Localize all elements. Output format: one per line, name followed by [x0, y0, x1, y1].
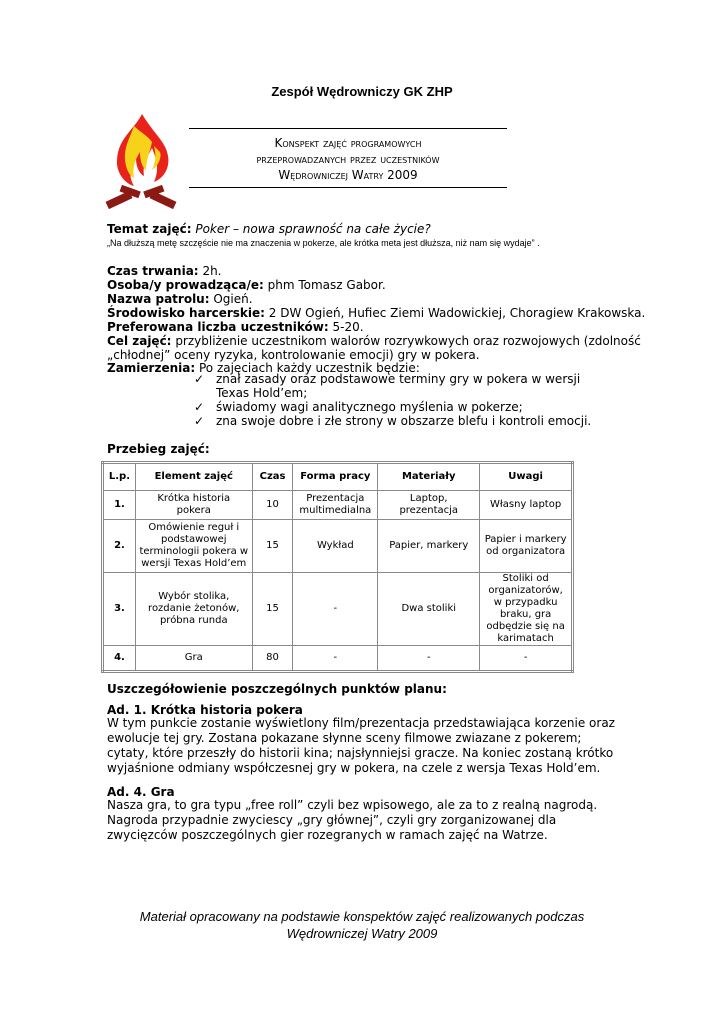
table-cell: -	[378, 646, 480, 672]
table-row	[103, 573, 573, 646]
objective-item: ✓ zna swoje dobre i złe strony w obszarze blefu i kontroli emocji.	[194, 414, 592, 428]
header-cell: Materiały	[378, 463, 480, 491]
checkmark-icon: ✓	[194, 400, 205, 414]
duration-value: 2h.	[202, 264, 222, 278]
campfire-logo-icon	[104, 112, 180, 212]
ad1-text: W tym punkcie zostanie wyświetlony film/prezentacja przedstawiająca korzenie oraz ewolucje tej gry. Zostana pokazane słynne sceny filmowe zwiazane z pokerem; cytaty, które przeszły do historii kina; najsłynniejsi gracze. Na koniec zostaną krótko wyjaśnione odmiany współczesnej gry w pokera, na czele z wersja Texas Hold’em.	[107, 716, 615, 775]
table-cell: 80	[252, 646, 293, 672]
plan-heading: Przebieg zajęć:	[107, 442, 210, 456]
footer-note	[0, 908, 724, 942]
title-rule-top	[189, 128, 507, 129]
plan-table	[101, 461, 574, 673]
title-line-2: przeprowadzanych przez uczestników	[256, 152, 440, 166]
table-row	[103, 520, 573, 573]
table-row	[103, 646, 573, 672]
environment-line	[107, 306, 645, 320]
table-cell: Laptop, prezentacja	[378, 491, 480, 520]
objectives-list	[194, 372, 616, 428]
participants-line	[107, 320, 364, 334]
table-cell: -	[293, 646, 378, 672]
ad4-title: Ad. 4. Gra	[107, 785, 175, 799]
objective-item: ✓ znał zasady oraz podstawowe terminy gry w pokera w wersji Texas Hold’em;	[194, 372, 581, 400]
ad4-text: Nasza gra, to gra typu „free roll” czyli bez wpisowego, ale za to z realną nagrodą. Nagroda przypadnie zwyciescy „gry głównej”, czyli gry zorganizowanej dla zwycięzców poszczególnych gier rozegranych w ramach zajęć na Watrze.	[107, 798, 598, 842]
topic-value: Poker – nowa sprawność na całe życie?	[195, 222, 431, 236]
checkmark-icon: ✓	[194, 372, 205, 386]
topic-quote: „Na dłuższą metę szczęście nie ma znaczenia w pokerze, ale krótka meta jest dłuższa, niż nam się wydaje” .	[107, 238, 540, 248]
table-row	[103, 491, 573, 520]
table-cell: Stoliki od organizatorów, w przypadku braku, gra odbędzie się na karimatach	[480, 573, 573, 646]
ad1-title: Ad. 1. Krótka historia pokera	[107, 703, 303, 717]
goal-line	[107, 334, 641, 348]
table-cell: 15	[252, 573, 293, 646]
intent-value: Po zajęciach każdy uczestnik będzie:	[198, 361, 420, 375]
patrol-line	[107, 292, 253, 306]
table-cell: Krótka historia pokera	[135, 491, 252, 520]
header-cell: L.p.	[103, 463, 136, 491]
table-cell: -	[293, 573, 378, 646]
table-header-row	[103, 463, 573, 491]
duration-line	[107, 264, 222, 278]
table-cell: -	[480, 646, 573, 672]
header-cell: Czas	[252, 463, 293, 491]
table-cell: Papier, markery	[378, 520, 480, 573]
leader-value: phm Tomasz Gabor.	[267, 278, 386, 292]
participants-label: Preferowana liczba uczestników:	[107, 320, 329, 334]
table-cell: Wykład	[293, 520, 378, 573]
objective-item: ✓ świadomy wagi analitycznego myślenia w pokerze;	[194, 400, 523, 414]
title-rule-bottom	[189, 187, 507, 188]
table-cell: Omówienie reguł i podstawowej terminologii pokera w wersji Texas Hold’em	[135, 520, 252, 573]
organization-header: Zespół Wędrowniczy GK ZHP	[271, 84, 453, 99]
title-line-3: Wędrowniczej Watry 2009	[278, 168, 418, 182]
footer-line-2: Wędrowniczej Watry 2009	[286, 926, 438, 941]
leader-line	[107, 278, 386, 292]
goal-value-1: przybliżenie uczestnikom walorów rozrywkowych oraz rozwojowych (zdolność	[175, 334, 641, 348]
goal-label: Cel zajęć:	[107, 334, 172, 348]
header-cell: Uwagi	[480, 463, 573, 491]
intent-label: Zamierzenia:	[107, 361, 196, 375]
participants-value: 5-20.	[332, 320, 364, 334]
topic-line	[107, 222, 431, 236]
table-cell: Prezentacja multimedialna	[293, 491, 378, 520]
table-cell: 15	[252, 520, 293, 573]
goal-line-2: „chłodnej” oceny ryzyka, kontrolowanie emocji) gry w pokera.	[107, 348, 480, 362]
table-cell: Własny laptop	[480, 491, 573, 520]
table-cell: 1.	[103, 491, 136, 520]
environment-label: Środowisko harcerskie:	[107, 306, 265, 320]
table-cell: 2.	[103, 520, 136, 573]
table-cell: 3.	[103, 573, 136, 646]
table-cell: 4.	[103, 646, 136, 672]
header-cell: Forma pracy	[293, 463, 378, 491]
table-cell: Papier i markery od organizatora	[480, 520, 573, 573]
duration-label: Czas trwania:	[107, 264, 199, 278]
patrol-value: Ogień.	[213, 292, 253, 306]
table-cell: Gra	[135, 646, 252, 672]
table-cell: Dwa stoliki	[378, 573, 480, 646]
checkmark-icon: ✓	[194, 414, 205, 428]
environment-value: 2 DW Ogień, Hufiec Ziemi Wadowickiej, Choragiew Krakowska.	[268, 306, 646, 320]
patrol-label: Nazwa patrolu:	[107, 292, 210, 306]
table-cell: 10	[252, 491, 293, 520]
topic-label: Temat zajęć:	[107, 222, 192, 236]
details-heading: Uszczegółowienie poszczególnych punktów planu:	[107, 682, 447, 696]
title-line-1: Konspekt zajęć programowych	[274, 136, 422, 150]
table-cell: Wybór stolika, rozdanie żetonów, próbna runda	[135, 573, 252, 646]
log-icons	[106, 185, 177, 209]
leader-label: Osoba/y prowadząca/e:	[107, 278, 264, 292]
footer-line-1: Materiał opracowany na podstawie konspektów zajęć realizowanych podczas	[139, 909, 585, 924]
header-cell: Element zajęć	[135, 463, 252, 491]
